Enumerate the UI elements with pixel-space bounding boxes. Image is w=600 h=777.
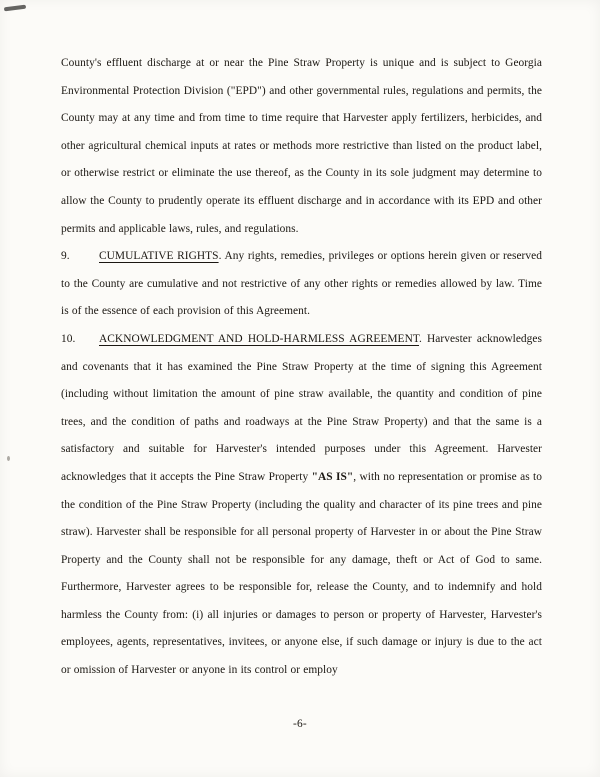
document-body — [61, 50, 542, 685]
section-heading-cumulative-rights: CUMULATIVE RIGHTS — [99, 250, 219, 263]
paragraph-text: . Harvester acknowledges and covenants that it has examined the Pine Straw Property at the time of signing this Agreement (including without limitation the amount of pine straw available, the quantity and condition of pine trees, and the condition of paths and roadways at the Pine Straw Property) and that the same is a satisfactory and suitable for Harvester's intended purposes under this Agreement. Harvester acknowledges that it accepts the Pine Straw Property — [61, 332, 543, 483]
scan-artifact-left-dot — [7, 456, 10, 461]
paragraph-text: County's effluent discharge at or near the Pine Straw Property is unique and is subject to Georgia Environmental Protection Division ("EPD") and other governmental rules, regulations and permits, the County may at any time and from time to time require that Harvester apply fertilizers, herbicides, and other agricultural chemical inputs at rates or methods more restrictive than listed on the product label, or otherwise restrict or eliminate the use thereof, as the County in its sole judgment may determine to allow the County to prudently operate its effluent discharge and in accordance with its EPD and other permits and applicable laws, rules, and regulations. — [61, 57, 542, 235]
scan-artifact-corner-mark — [4, 5, 26, 12]
paragraph-effluent-continuation — [61, 50, 542, 243]
paragraph-text: . Any rights, remedies, privileges or options herein given or reserved to the County are cumulative and not restrictive of any other rights or remedies allowed by law. Time is of the essence of each provision of this Agreement. — [61, 250, 542, 318]
as-is-emphasis-text: "AS IS" — [311, 470, 354, 483]
paragraph-number: 9. — [61, 250, 70, 263]
paragraph-text: , with no representation or promise as to the condition of the Pine Straw Property (including the quality and character of its pine trees and pine straw). Harvester shall be responsible for all personal property of Harvester in or about the Pine Straw Property and the County shall not be responsible for any damage, theft or Act of God to same. Furthermore, Harvester agrees to be responsible for, release the County, and to indemnify and hold harmless the County from: (i) all injuries or damages to person or property of Harvester, Harvester's employees, agents, representatives, invitees, or anyone else, if such damage or injury is due to the act or omission of Harvester or anyone in its control or employ — [61, 470, 542, 677]
section-heading-acknowledgment: ACKNOWLEDGMENT AND HOLD-HARMLESS AGREEMENT — [99, 332, 420, 345]
paragraph-10-acknowledgment — [61, 326, 542, 685]
paragraph-9-cumulative-rights — [61, 243, 542, 326]
paragraph-number: 10. — [61, 332, 76, 345]
page-number: -6- — [293, 718, 307, 730]
